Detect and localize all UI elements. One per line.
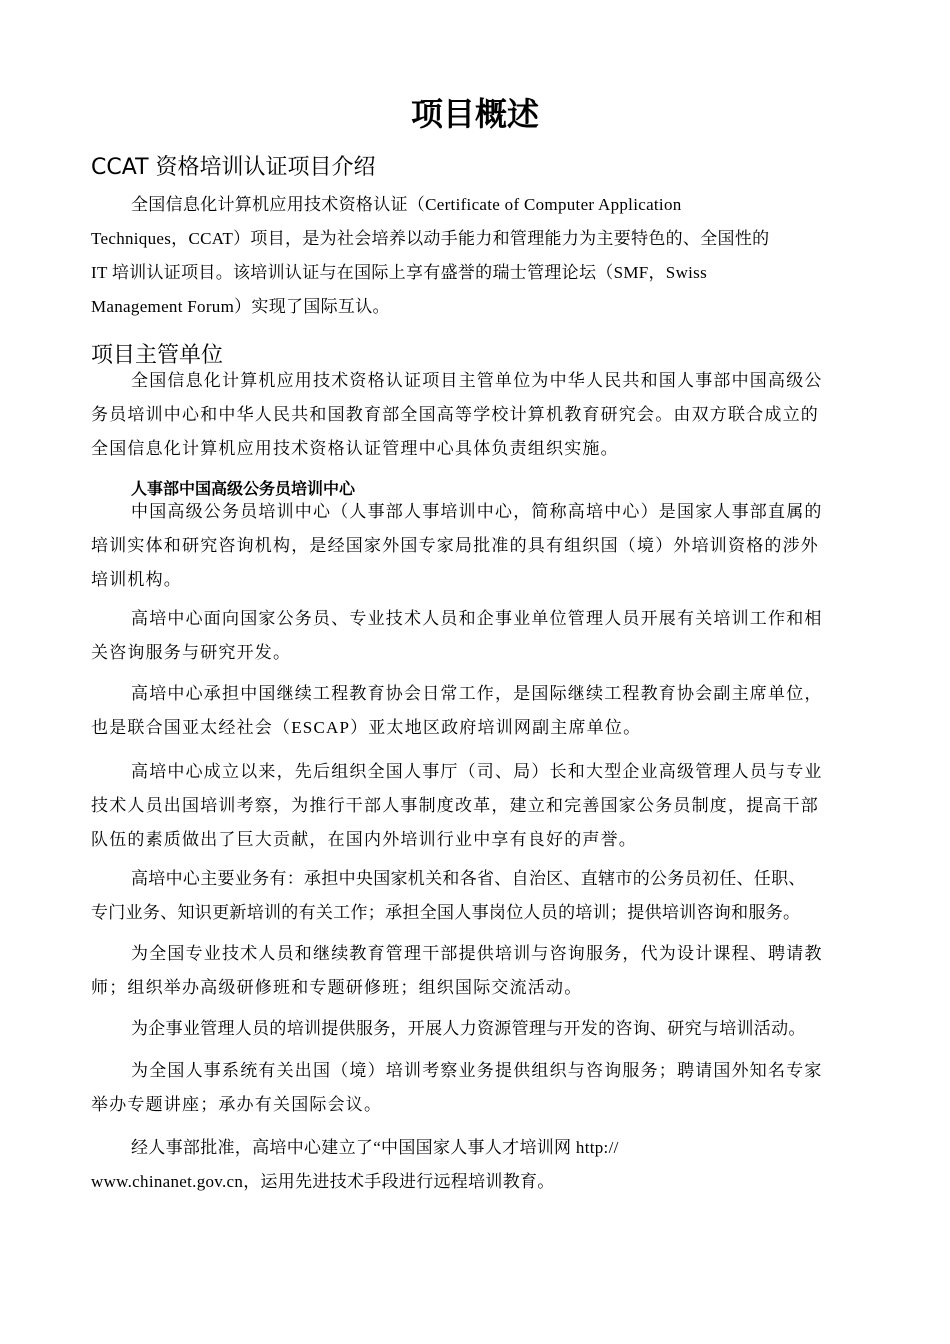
paragraph-center-5 [91,862,867,930]
text-line: IT 培训认证项目。该培训认证与在国际上享有盛誉的瑞士管理论坛（SMF，Swiss [91,263,707,282]
text-line: Techniques，CCAT）项目，是为社会培养以动手能力和管理能力为主要特色的、全国性的 [91,229,770,248]
paragraph-center-3 [91,677,867,745]
text-line: 全国信息化计算机应用技术资格认证项目主管单位为中华人民共和国人事部中国高级公 [131,371,823,390]
paragraph-center-8 [91,1054,867,1122]
text-line: 举办专题讲座；承办有关国际会议。 [91,1095,383,1114]
text-line: 全国信息化计算机应用技术资格认证管理中心具体负责组织实施。 [91,439,619,458]
paragraph-ccat-intro [91,188,867,324]
text-line: 专门业务、知识更新培训的有关工作；承担全国人事岗位人员的培训；提供培训咨询和服务。 [91,903,801,922]
text-line: 高培中心承担中国继续工程教育协会日常工作，是国际继续工程教育协会副主席单位， [131,684,823,703]
text-line: 也是联合国亚太经社会（ESCAP）亚太地区政府培训网副主席单位。 [91,718,642,737]
text-line: 高培中心面向国家公务员、专业技术人员和企事业单位管理人员开展有关培训工作和相 [131,609,823,628]
text-line: 经人事部批准，高培中心建立了“中国国家人事人才培训网 http:// [131,1138,619,1157]
paragraph-center-7 [91,1012,867,1046]
paragraph-center-4 [91,755,867,857]
text-line: 高培中心主要业务有：承担中央国家机关和各省、自治区、直辖市的公务员初任、任职、 [131,869,806,888]
text-line: 师；组织举办高级研修班和专题研修班；组织国际交流活动。 [91,978,583,997]
subsection-heading-training-center: 人事部中国高级公务员培训中心 [131,479,356,498]
text-line: www.chinanet.gov.cn，运用先进技术手段进行远程培训教育。 [91,1172,555,1191]
text-line: Management Forum）实现了国际互认。 [91,297,390,316]
text-line: 技术人员出国培训考察，为推行干部人事制度改革，建立和完善国家公务员制度，提高干部 [91,796,819,815]
section-heading-authority: 项目主管单位 [91,343,224,368]
text-line: 关咨询服务与研究开发。 [91,643,292,662]
text-line: 为企事业管理人员的培训提供服务，开展人力资源管理与开发的咨询、研究与培训活动。 [131,1019,806,1038]
text-line: 中国高级公务员培训中心（人事部人事培训中心，简称高培中心）是国家人事部直属的 [131,502,823,521]
text-line: 为全国人事系统有关出国（境）培训考察业务提供组织与咨询服务；聘请国外知名专家 [131,1061,823,1080]
text-line: 全国信息化计算机应用技术资格认证（Certificate of Computer Application [131,195,682,214]
text-line: 务员培训中心和中华人民共和国教育部全国高等学校计算机教育研究会。由双方联合成立的 [91,405,819,424]
section-heading-ccat-intro: CCAT 资格培训认证项目介绍 [91,155,376,180]
text-line: 为全国专业技术人员和继续教育管理干部提供培训与咨询服务，代为设计课程、聘请教 [131,944,823,963]
page-title: 项目概述 [410,95,539,133]
paragraph-center-6 [91,937,867,1005]
text-line: 高培中心成立以来，先后组织全国人事厅（司、局）长和大型企业高级管理人员与专业 [131,762,823,781]
paragraph-center-9 [91,1131,867,1199]
text-line: 培训实体和研究咨询机构，是经国家外国专家局批准的具有组织国（境）外培训资格的涉外 [91,536,819,555]
text-line: 培训机构。 [91,570,182,589]
paragraph-center-2 [91,602,867,670]
paragraph-center-1 [91,495,867,597]
paragraph-authority [91,364,867,466]
text-line: 队伍的素质做出了巨大贡献，在国内外培训行业中享有良好的声誉。 [91,830,637,849]
